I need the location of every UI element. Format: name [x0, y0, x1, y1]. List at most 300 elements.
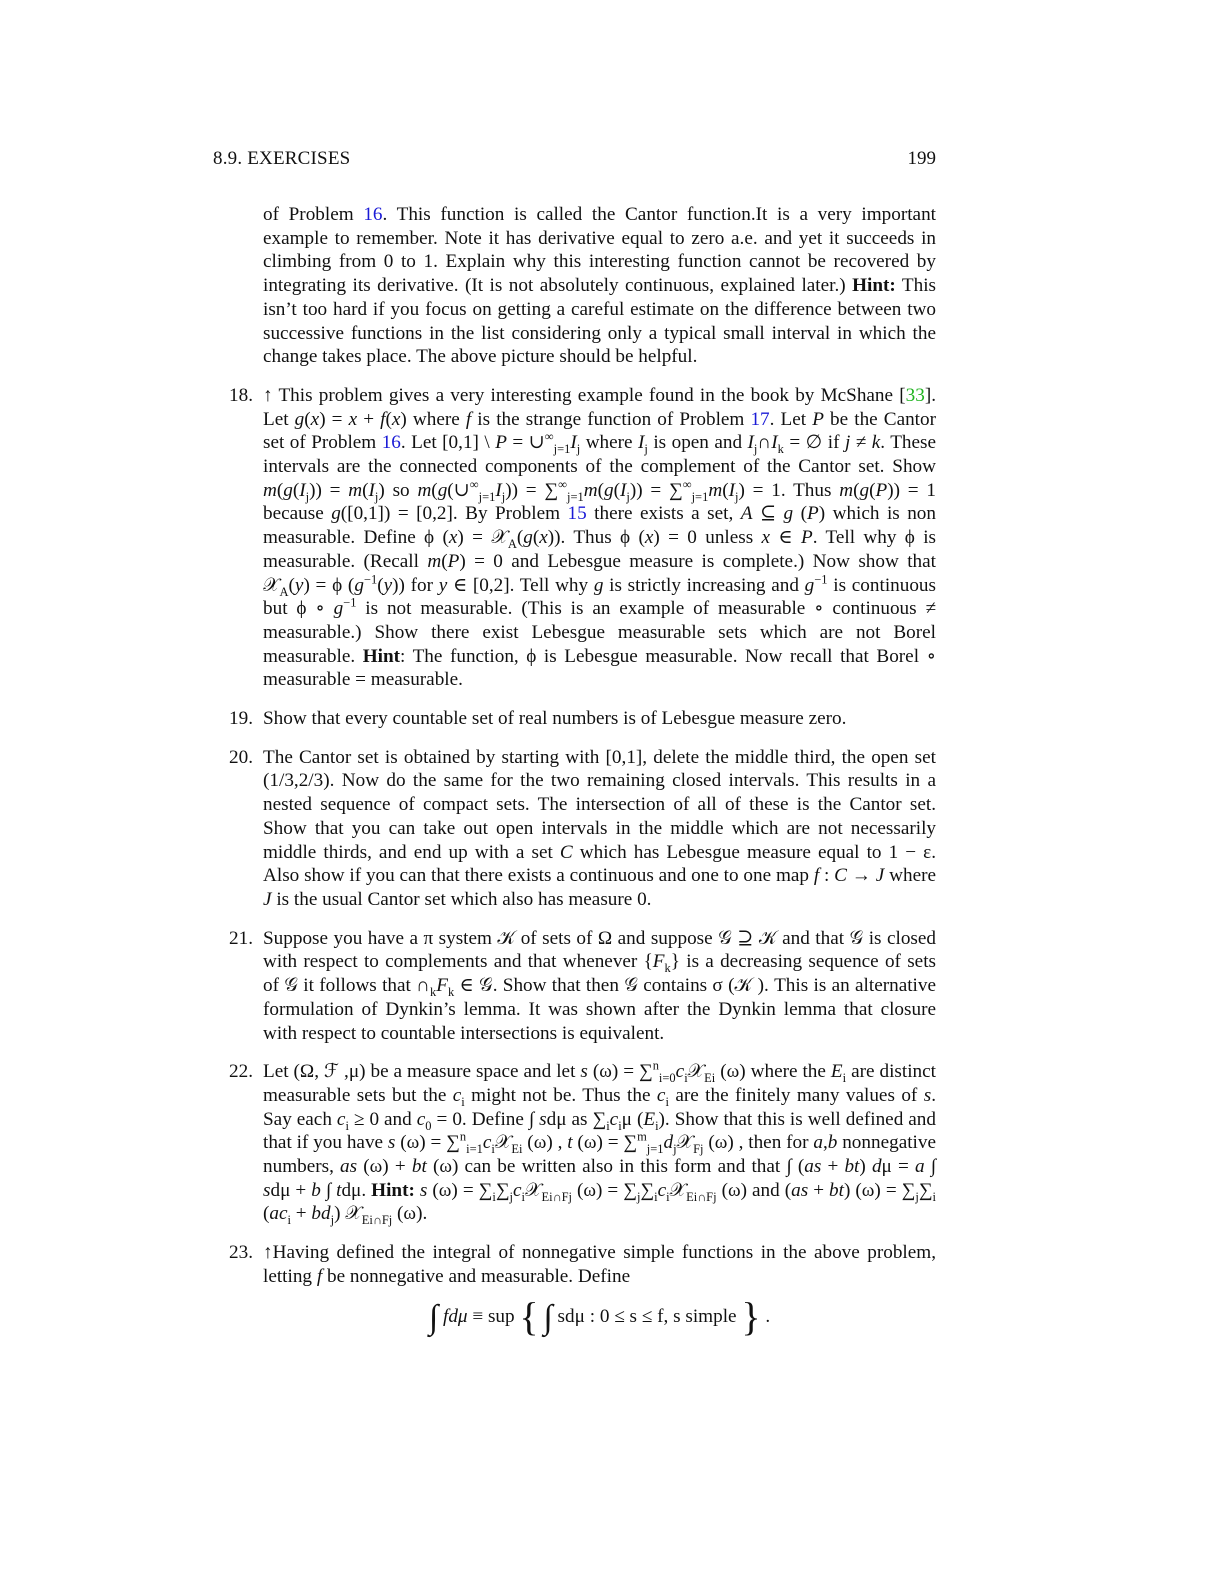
problem-number: 18.: [229, 384, 253, 406]
text-run: as: [340, 1156, 358, 1178]
text-run: k: [447, 984, 455, 999]
text-run: ⊆: [752, 503, 784, 525]
text-run: are the finitely many values of: [668, 1084, 924, 1106]
problem-number: 22.: [229, 1061, 253, 1083]
text-run: (ω) ,: [522, 1132, 568, 1154]
text-run: x: [539, 527, 548, 549]
text-run: j: [330, 1213, 335, 1228]
text-run: i: [287, 1213, 291, 1228]
continuation-paragraph: [263, 203, 936, 369]
text-run: y: [438, 574, 448, 596]
integral-sign: ∫: [428, 1298, 439, 1336]
text-run: i=0: [658, 1071, 676, 1086]
text-run: (: [869, 479, 876, 501]
text-run: ∞: [558, 477, 567, 492]
text-run: d: [871, 1156, 882, 1178]
text-run: P: [800, 527, 813, 549]
text-run: ) = ϕ (: [303, 574, 355, 596]
text-run: ∫: [924, 1156, 937, 1178]
text-run: ≥ 0 and: [348, 1108, 417, 1130]
text-run: +: [821, 1156, 845, 1178]
text-run: ac: [269, 1203, 288, 1225]
text-run: )). Thus ϕ (: [547, 527, 645, 549]
text-run: as: [791, 1179, 809, 1201]
problem-number: 21.: [229, 927, 253, 949]
page-body: [229, 203, 937, 1339]
problem-19: [229, 707, 936, 731]
section-title: 8.9. EXERCISES: [213, 148, 351, 169]
text-run: . This function is called the Cantor function.It is a very important example to remember. Note it has derivative equal to zero a.e. and yet it succeeds in climbing from 0 to 1. Explain why this interesting function cannot be recovered by integrating its derivative. (It is not absolutely continuous, explained later.): [263, 204, 936, 297]
text-run: (∪: [447, 479, 470, 501]
text-run: g: [283, 479, 293, 501]
text-run: ∑: [918, 1179, 933, 1201]
text-run: g: [331, 503, 341, 525]
display-equation: [263, 1293, 936, 1339]
text-run: j: [644, 442, 648, 457]
text-run: ) (ω) = ∑: [843, 1179, 916, 1201]
text-run: j: [915, 1189, 919, 1204]
text-run: m: [708, 479, 723, 501]
reference-link[interactable]: 16: [381, 432, 401, 454]
text-run: (: [722, 479, 729, 501]
text-run: Show that every countable set of real numbers is of Lebesgue measure zero.: [263, 708, 847, 730]
text-run: k: [871, 432, 881, 454]
text-run: (ω) where the: [715, 1061, 831, 1083]
text-run: 𝒳: [494, 1132, 512, 1154]
text-run: (: [377, 574, 384, 596]
text-run: I: [570, 432, 577, 454]
text-run: i: [606, 1118, 610, 1133]
text-run: (: [597, 479, 604, 501]
reference-link[interactable]: 15: [567, 503, 587, 525]
text-run: s: [387, 1132, 396, 1154]
text-run: i: [654, 1189, 658, 1204]
text-run: I: [299, 479, 306, 501]
text-run: I: [771, 432, 778, 454]
equation-lhs: fdμ: [442, 1305, 468, 1327]
problem-number: 19.: [229, 708, 253, 730]
text-run: ∈ [0,2]. Tell why: [447, 574, 594, 596]
text-run: j: [844, 432, 851, 454]
text-run: Ei∩Fj: [686, 1189, 717, 1204]
text-run: c: [675, 1061, 685, 1083]
text-run: ) which is non measurable. Define ϕ (: [263, 503, 936, 549]
text-run: g: [603, 479, 614, 501]
text-run: ) so: [378, 479, 418, 501]
text-run: s: [263, 1179, 271, 1201]
text-run: m: [427, 550, 442, 572]
text-run: s: [539, 1108, 547, 1130]
text-run: j: [673, 1142, 677, 1157]
text-run: . Say each: [263, 1084, 936, 1130]
text-run: i: [666, 1189, 670, 1204]
text-run: i: [461, 1094, 465, 1109]
text-run: are distinct measurable sets but the: [263, 1061, 936, 1106]
open-brace: {: [519, 1293, 539, 1339]
text-run: s: [923, 1084, 932, 1106]
problem-21: [229, 927, 936, 1046]
text-run: i: [684, 1071, 688, 1086]
text-run: I: [368, 479, 375, 501]
text-run: I: [495, 479, 502, 501]
text-run: x: [448, 527, 458, 549]
text-run: Let (Ω, ℱ ,μ) be a measure space and let: [263, 1061, 581, 1083]
text-run: bt: [411, 1156, 427, 1178]
text-run: i: [618, 1118, 622, 1133]
running-header: [213, 148, 936, 172]
text-run: c: [452, 1084, 462, 1106]
text-run: as: [804, 1156, 822, 1178]
text-run: ∞: [544, 429, 554, 444]
text-run: i: [665, 1094, 669, 1109]
text-run: A: [740, 503, 753, 525]
text-run: (: [613, 479, 620, 501]
text-run: j=1: [691, 489, 709, 504]
problem-18: [229, 384, 937, 692]
text-run: x: [391, 408, 401, 430]
text-run: t: [567, 1132, 573, 1154]
text-run: (ω) = ∑: [587, 1061, 653, 1083]
text-run: i: [521, 1189, 525, 1204]
text-run: c: [512, 1179, 522, 1201]
text-run: A: [279, 584, 289, 599]
text-run: is not measurable. (This is an example of measurable ∘ continuous ≠ measurable.) Show there exist Lebesgue measurable sets which are not Borel measurable.: [263, 598, 937, 667]
text-run: nonnegative numbers,: [263, 1132, 936, 1178]
text-run: ) = 0 and Lebesgue measure is complete.) Now show that 𝒳: [263, 550, 936, 596]
text-run: (: [362, 479, 369, 501]
text-run: ∑: [640, 1179, 655, 1201]
text-run: (: [276, 479, 284, 501]
text-run: :: [819, 865, 835, 887]
text-run: j: [374, 489, 379, 504]
text-run: which has Lebesgue measure equal to 1 − ε. Also show if you can that there exists a continuous and one to one map: [263, 841, 936, 887]
text-run: P: [806, 503, 819, 525]
text-run: m: [583, 479, 598, 501]
text-run: g: [804, 574, 815, 596]
text-run: x: [761, 527, 771, 549]
text-run: ) where: [400, 408, 466, 430]
text-run: x: [310, 408, 320, 430]
text-run: . These intervals are the connected components of the complement of the Cantor set. Show: [263, 432, 937, 478]
text-run: j: [305, 489, 310, 504]
text-run: (ω) and (: [716, 1179, 792, 1201]
text-run: ∈ 𝒢. Show that then 𝒢 contains σ (𝒦 ). This is an alternative formulation of Dynkin’s lemma. It was shown after the Dynkin lemma that closure with respect to countable intersections is equivalent.: [263, 975, 936, 1044]
text-run: 𝒳: [669, 1179, 687, 1201]
problem-text: [263, 1241, 936, 1288]
text-run: g: [294, 408, 305, 430]
text-run: P: [875, 479, 888, 501]
text-run: k: [664, 961, 671, 976]
reference-link[interactable]: 33: [905, 384, 925, 406]
inner-integral-sign: ∫: [543, 1298, 553, 1336]
text-run: n: [459, 1129, 467, 1144]
text-run: (: [385, 408, 392, 430]
problem-text: [263, 384, 936, 692]
equation-sup: ≡ sup: [472, 1305, 515, 1327]
text-run: f: [465, 408, 472, 430]
text-run: μ (: [621, 1108, 644, 1130]
text-run: )) = 1 because: [263, 479, 936, 525]
text-run: m: [417, 479, 432, 501]
text-run: )) for: [392, 574, 439, 596]
text-run: ): [859, 1156, 872, 1178]
text-run: y: [383, 574, 393, 596]
text-run: j=1: [553, 442, 571, 457]
text-run: P: [812, 408, 824, 430]
text-run: there exists a set,: [586, 503, 741, 525]
text-run: ≠: [850, 432, 872, 454]
equation-set-condition: sdμ : 0 ≤ s ≤ f, s simple: [557, 1305, 737, 1327]
text-run: (: [532, 527, 540, 549]
text-run: : The function, ϕ is Lebesgue measurable. Now recall that Borel ∘ measurable = measurable.: [263, 645, 936, 691]
text-run: (: [431, 479, 438, 501]
text-run: (ω) can be written also in this form and that ∫ (: [426, 1156, 805, 1178]
bold-text: Hint:: [371, 1179, 415, 1201]
text-run: i: [345, 1118, 349, 1133]
text-run: i: [491, 1142, 495, 1157]
problem-23: [229, 1241, 936, 1339]
bold-text: Hint: [362, 645, 401, 667]
text-run: )) =: [309, 479, 349, 501]
text-run: c: [482, 1132, 492, 1154]
text-run: ↑ This problem gives a very interesting example found in the book by McShane [: [263, 384, 906, 406]
text-run: j: [636, 1189, 641, 1204]
text-run: (ω) = ∑: [427, 1179, 493, 1201]
text-run: g: [333, 598, 344, 620]
text-run: bt: [844, 1156, 860, 1178]
text-run: s: [419, 1179, 428, 1201]
text-run: t: [336, 1179, 342, 1201]
text-run: −1: [814, 572, 828, 587]
text-run: g: [523, 527, 533, 549]
text-run: dμ as ∑: [546, 1108, 607, 1130]
text-run: (ω).: [392, 1203, 428, 1225]
text-run: (ω) = ∑: [395, 1132, 460, 1154]
reference-link[interactable]: 17: [750, 408, 770, 430]
text-run: ) 𝒳: [334, 1203, 362, 1225]
text-run: (ω) = ∑: [572, 1132, 638, 1154]
text-run: (: [304, 408, 311, 430]
text-run: ) = 𝒳: [457, 527, 508, 549]
text-run: f: [380, 408, 386, 430]
text-run: ) = 0 unless: [653, 527, 762, 549]
text-run: j=1: [478, 489, 496, 504]
text-run: g: [354, 574, 364, 596]
text-run: Ei∩Fj: [361, 1213, 393, 1228]
text-run: ,: [822, 1132, 828, 1154]
problem-text: [263, 707, 936, 731]
text-run: μ =: [881, 1156, 915, 1178]
text-run: of Problem: [263, 204, 364, 225]
text-run: 0: [425, 1118, 432, 1133]
text-run: ). Show that this is well defined and that if you have: [263, 1108, 936, 1154]
text-run: c: [657, 1179, 667, 1201]
problem-text: [263, 746, 936, 912]
text-run: dμ +: [270, 1179, 312, 1201]
text-run: (: [516, 527, 524, 549]
text-run: C: [559, 841, 573, 863]
text-run: where: [884, 865, 937, 887]
text-run: d: [663, 1132, 674, 1154]
text-run: E: [643, 1108, 656, 1130]
text-run: ]. Let: [263, 384, 936, 430]
text-run: c: [609, 1108, 619, 1130]
text-run: c: [656, 1084, 666, 1106]
problem-text: [263, 927, 936, 1046]
text-run: The Cantor set is obtained by starting with [0,1], delete the middle third, the open set (1/3,2/3). Now do the same for the two remaining closed intervals. This results in a nested sequence of compact sets. The intersection of all of these is the Cantor set. Show that you can take out open intervals in the middle which are not necessarily middle thirds, and end up with a set: [263, 746, 936, 863]
text-run: ∞: [682, 477, 692, 492]
equation-end: .: [765, 1305, 771, 1327]
text-run: bd: [311, 1203, 331, 1225]
text-run: . Tell why ϕ is measurable. (Recall: [263, 527, 937, 572]
text-run: n: [652, 1058, 659, 1073]
text-run: a: [915, 1156, 925, 1178]
text-run: m: [839, 479, 854, 501]
text-run: j: [734, 489, 739, 504]
text-run: F: [652, 951, 665, 973]
text-run: Suppose you have a π system 𝒦 of sets of Ω and suppose 𝒢 ⊇ 𝒦 and that 𝒢 is closed with respect to complements and that whenever {: [263, 927, 936, 973]
text-run: x: [348, 408, 358, 430]
text-run: a: [813, 1132, 823, 1154]
text-run: x: [644, 527, 654, 549]
text-run: (ω) , then for: [703, 1132, 814, 1154]
text-run: is continuous but ϕ ∘: [263, 574, 936, 620]
text-run: J: [263, 888, 272, 910]
text-run: = ∪: [506, 432, 545, 454]
text-run: Ei: [511, 1142, 523, 1157]
text-run: i=1: [466, 1142, 483, 1157]
text-run: 𝒳: [524, 1179, 542, 1201]
text-run: (ω) = ∑: [571, 1179, 637, 1201]
problem-20: [229, 746, 937, 912]
text-run: where: [580, 432, 639, 454]
text-run: g: [593, 574, 604, 596]
problem-number: 23.: [229, 1242, 253, 1264]
text-run: ∑: [495, 1179, 510, 1201]
text-run: 𝒳: [687, 1061, 705, 1083]
text-run: j: [501, 489, 506, 504]
text-run: b: [311, 1179, 321, 1201]
text-run: ↑Having defined the integral of nonnegative simple functions in the above problem, letting: [263, 1242, 936, 1287]
text-run: (: [793, 503, 807, 525]
text-run: i: [842, 1071, 847, 1086]
text-run: is the strange function of Problem: [471, 408, 751, 430]
text-run: m: [637, 1129, 647, 1144]
text-run: = ∅ if: [783, 432, 845, 454]
text-run: i: [655, 1118, 659, 1133]
text-run: be the Cantor set of Problem: [263, 408, 936, 454]
text-run: ) = 1. Thus: [738, 479, 840, 501]
text-run: g: [783, 503, 794, 525]
text-run: (: [292, 479, 300, 501]
text-run: Ei∩Fj: [541, 1189, 572, 1204]
reference-link[interactable]: 16: [363, 204, 383, 225]
text-run: +: [808, 1179, 830, 1201]
text-run: −1: [363, 572, 378, 587]
text-run: (: [441, 550, 448, 572]
text-run: (: [263, 1203, 270, 1225]
text-run: Ei: [704, 1071, 716, 1086]
text-run: i: [492, 1189, 496, 1204]
text-run: j=1: [646, 1142, 664, 1157]
text-run: be nonnegative and measurable. Define: [322, 1265, 631, 1287]
text-run: ([0,1]) = [0,2]. By Problem: [340, 503, 568, 525]
text-run: g: [437, 479, 448, 501]
text-run: is open and: [647, 432, 748, 454]
text-run: f: [813, 865, 820, 887]
text-run: f: [316, 1265, 323, 1287]
text-run: c: [336, 1108, 346, 1130]
text-run: might not be. Thus the: [464, 1084, 657, 1106]
text-run: j=1: [567, 489, 584, 504]
text-run: m: [348, 479, 363, 501]
text-run: (: [853, 479, 860, 501]
text-run: (ω) +: [357, 1156, 412, 1178]
text-run: 𝒳: [676, 1132, 694, 1154]
problem-text: [263, 1060, 936, 1226]
text-run: E: [830, 1061, 843, 1083]
problem-22: [229, 1058, 937, 1228]
text-run: +: [357, 408, 381, 430]
text-run: m: [263, 479, 277, 501]
text-run: →: [846, 865, 876, 887]
text-run: )) = ∑: [505, 479, 559, 501]
close-brace: }: [741, 1293, 761, 1339]
text-run: j: [626, 489, 630, 504]
text-run: ∫: [320, 1179, 337, 1201]
text-run: P: [447, 550, 460, 572]
text-run: I: [728, 479, 735, 501]
text-run: y: [294, 574, 304, 596]
text-run: P: [495, 432, 507, 454]
text-run: Fj: [693, 1142, 704, 1157]
text-run: b: [827, 1132, 838, 1154]
text-run: s: [580, 1061, 588, 1083]
page-number: 199: [907, 148, 936, 169]
text-run: I: [638, 432, 645, 454]
text-run: This isn’t too hard if you focus on getting a careful estimate on the difference between two successive functions in the list considering only a typical small interval in which the change takes place. The above picture should be helpful.: [263, 275, 937, 368]
text-run: i: [932, 1189, 936, 1204]
text-run: +: [290, 1203, 312, 1225]
text-run: (: [288, 574, 295, 596]
text-run: j: [509, 1189, 513, 1204]
text-run: = 0. Define ∫: [431, 1108, 540, 1130]
text-run: −1: [343, 595, 357, 610]
text-run: I: [619, 479, 627, 501]
text-run: ∩: [757, 432, 772, 454]
text-run: } is a decreasing sequence of sets of 𝒢 it follows that ∩: [263, 951, 936, 997]
text-run: F: [436, 975, 448, 997]
text-run: ) =: [319, 408, 349, 430]
bold-text: Hint:: [852, 275, 896, 297]
text-run: ∈: [770, 527, 801, 549]
text-run: bt: [829, 1179, 844, 1201]
text-run: A: [507, 536, 517, 551]
text-run: k: [430, 984, 437, 999]
text-run: . Let [0,1] \: [400, 432, 496, 454]
text-run: is the usual Cantor set which also has measure 0.: [271, 888, 652, 910]
text-run: ∞: [469, 477, 479, 492]
text-run: I: [747, 432, 754, 454]
text-run: dμ.: [341, 1179, 372, 1201]
problem-number: 20.: [229, 746, 253, 768]
text-run: j: [576, 442, 581, 457]
text-run: . Let: [769, 408, 813, 430]
text-run: j: [753, 442, 758, 457]
text-run: C: [834, 865, 847, 887]
text-run: k: [777, 442, 784, 457]
text-run: is strictly increasing and: [603, 574, 805, 596]
